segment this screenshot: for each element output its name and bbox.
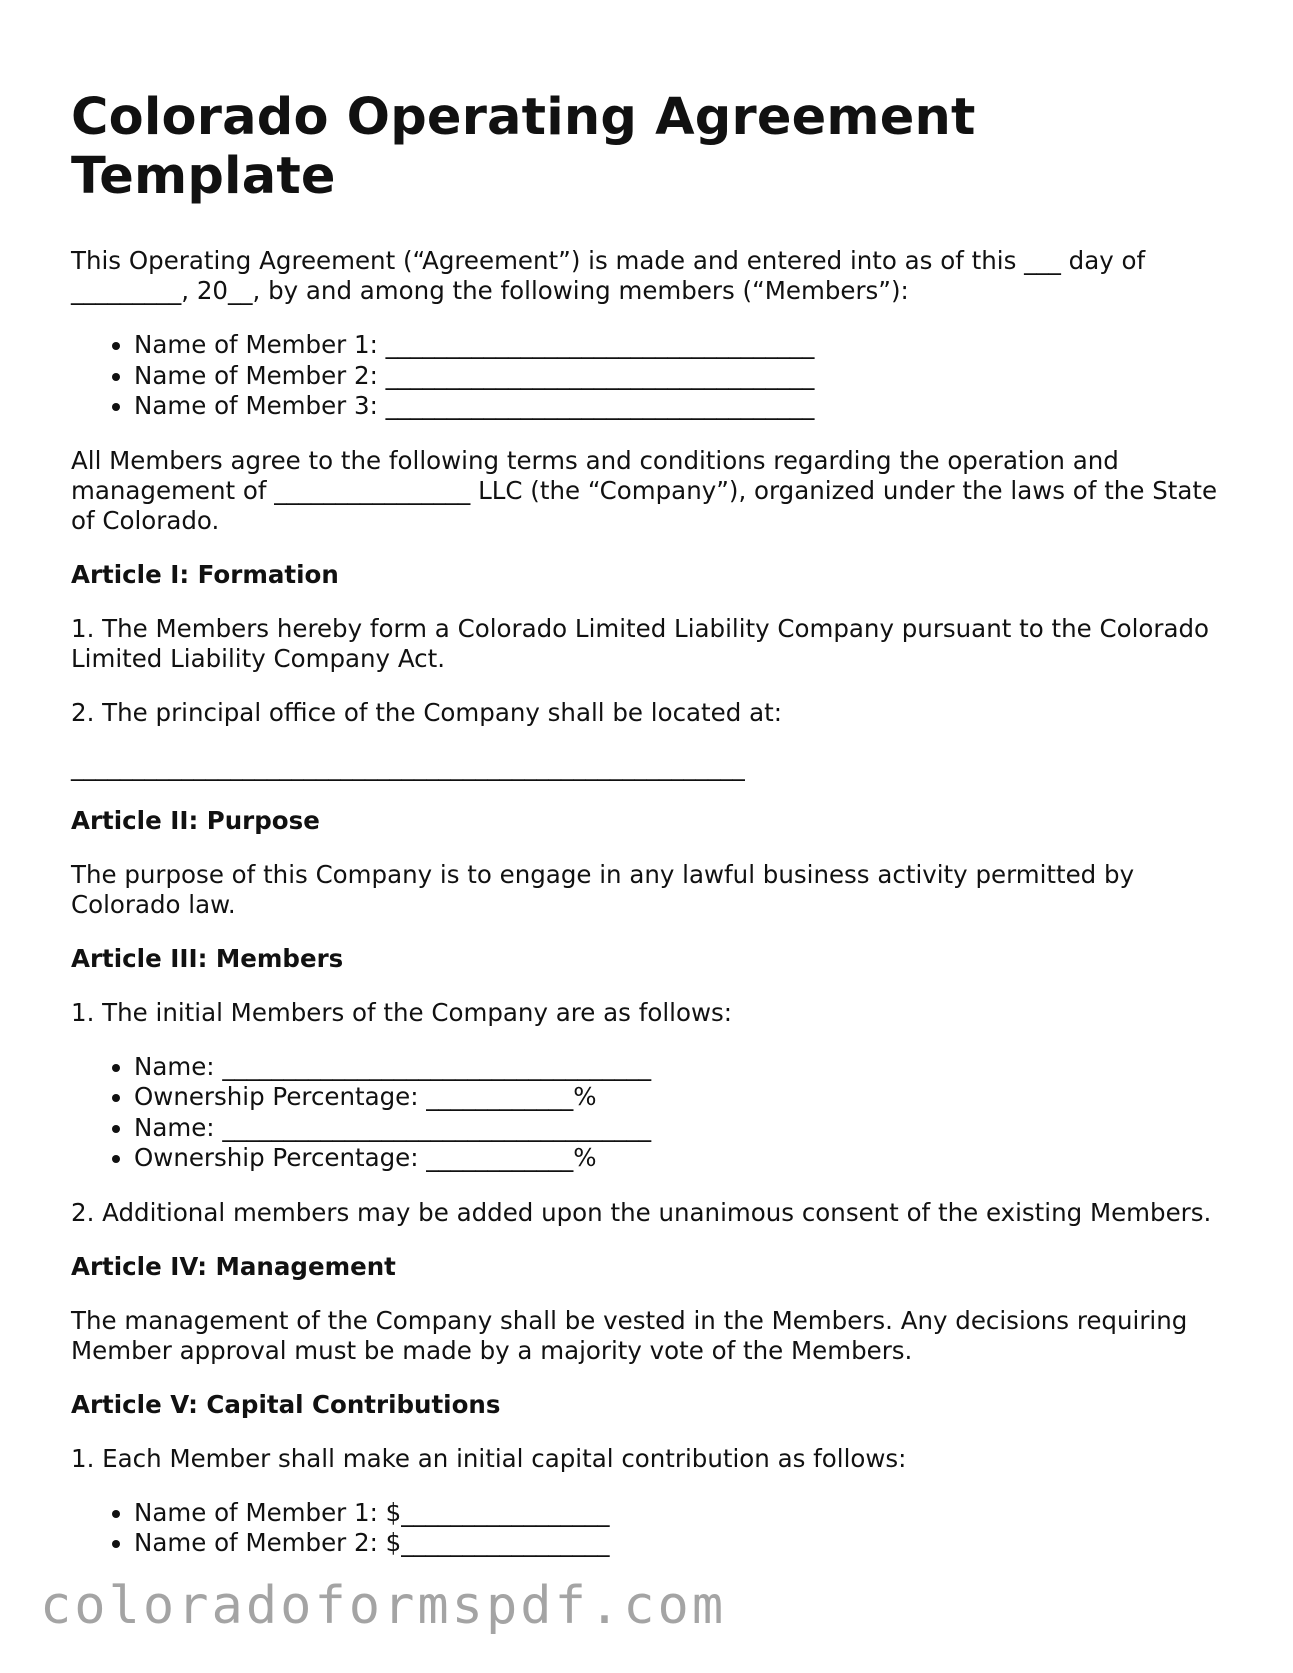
- article-1-clause-2: 2. The principal office of the Company shall be located at:: [71, 697, 782, 727]
- list-item: • Name of Member 1: $_________________: [134, 1498, 1231, 1529]
- article-4-text: The management of the Company shall be vested in the Members. Any decisions requiring Member approval must be made by a majority vote of the Members.: [71, 1305, 1188, 1365]
- watermark: coloradoformspdf.com: [40, 1576, 727, 1636]
- list-item: • Name of Member 2: $_________________: [134, 1528, 1231, 1559]
- list-item: • Name: ___________________________________: [134, 1113, 1231, 1144]
- list-item: • Name: ___________________________________: [134, 1052, 1231, 1083]
- article-1-clause-1: 1. The Members hereby form a Colorado Limited Liability Company pursuant to the Colorado Limited Liability Company Act.: [71, 613, 1210, 673]
- article-5-heading: Article V: Capital Contributions: [71, 1389, 501, 1419]
- member-names-list: [71, 330, 1231, 422]
- article-2-heading: Article II: Purpose: [71, 805, 320, 835]
- document-title: Colorado Operating Agreement Template: [71, 88, 976, 206]
- intro-paragraph: This Operating Agreement (“Agreement”) is made and entered into as of this ___ day of _________, 20__, by and among the following members (“Members”):: [71, 246, 1146, 305]
- article-2-text: The purpose of this Company is to engage in any lawful business activity permitted by Colorado law.: [71, 859, 1135, 919]
- article-3-clause-1: 1. The initial Members of the Company are as follows:: [71, 997, 732, 1027]
- list-item: • Name of Member 2: ___________________________________: [134, 361, 1231, 392]
- list-item: • Name of Member 1: ___________________________________: [134, 330, 1231, 361]
- list-item: • Ownership Percentage: ____________%: [134, 1082, 1231, 1113]
- article-3-heading: Article III: Members: [71, 943, 344, 973]
- article-3-clause-2: 2. Additional members may be added upon the unanimous consent of the existing Members.: [71, 1197, 1212, 1227]
- terms-intro-paragraph: All Members agree to the following terms and conditions regarding the operation and management of ________________ LLC (the “Company”), organized under the laws of the State of Colorado.: [71, 445, 1218, 535]
- list-item: • Ownership Percentage: ____________%: [134, 1143, 1231, 1174]
- list-item: • Name of Member 3: ___________________________________: [134, 391, 1231, 422]
- article-1-heading: Article I: Formation: [71, 559, 339, 589]
- capital-contributions-list: [71, 1498, 1231, 1559]
- article-5-clause-1: 1. Each Member shall make an initial capital contribution as follows:: [71, 1443, 907, 1473]
- document: [71, 88, 1231, 1583]
- initial-members-list: [71, 1052, 1231, 1174]
- address-blank-line: _______________________________________________________: [71, 751, 745, 781]
- article-4-heading: Article IV: Management: [71, 1251, 396, 1281]
